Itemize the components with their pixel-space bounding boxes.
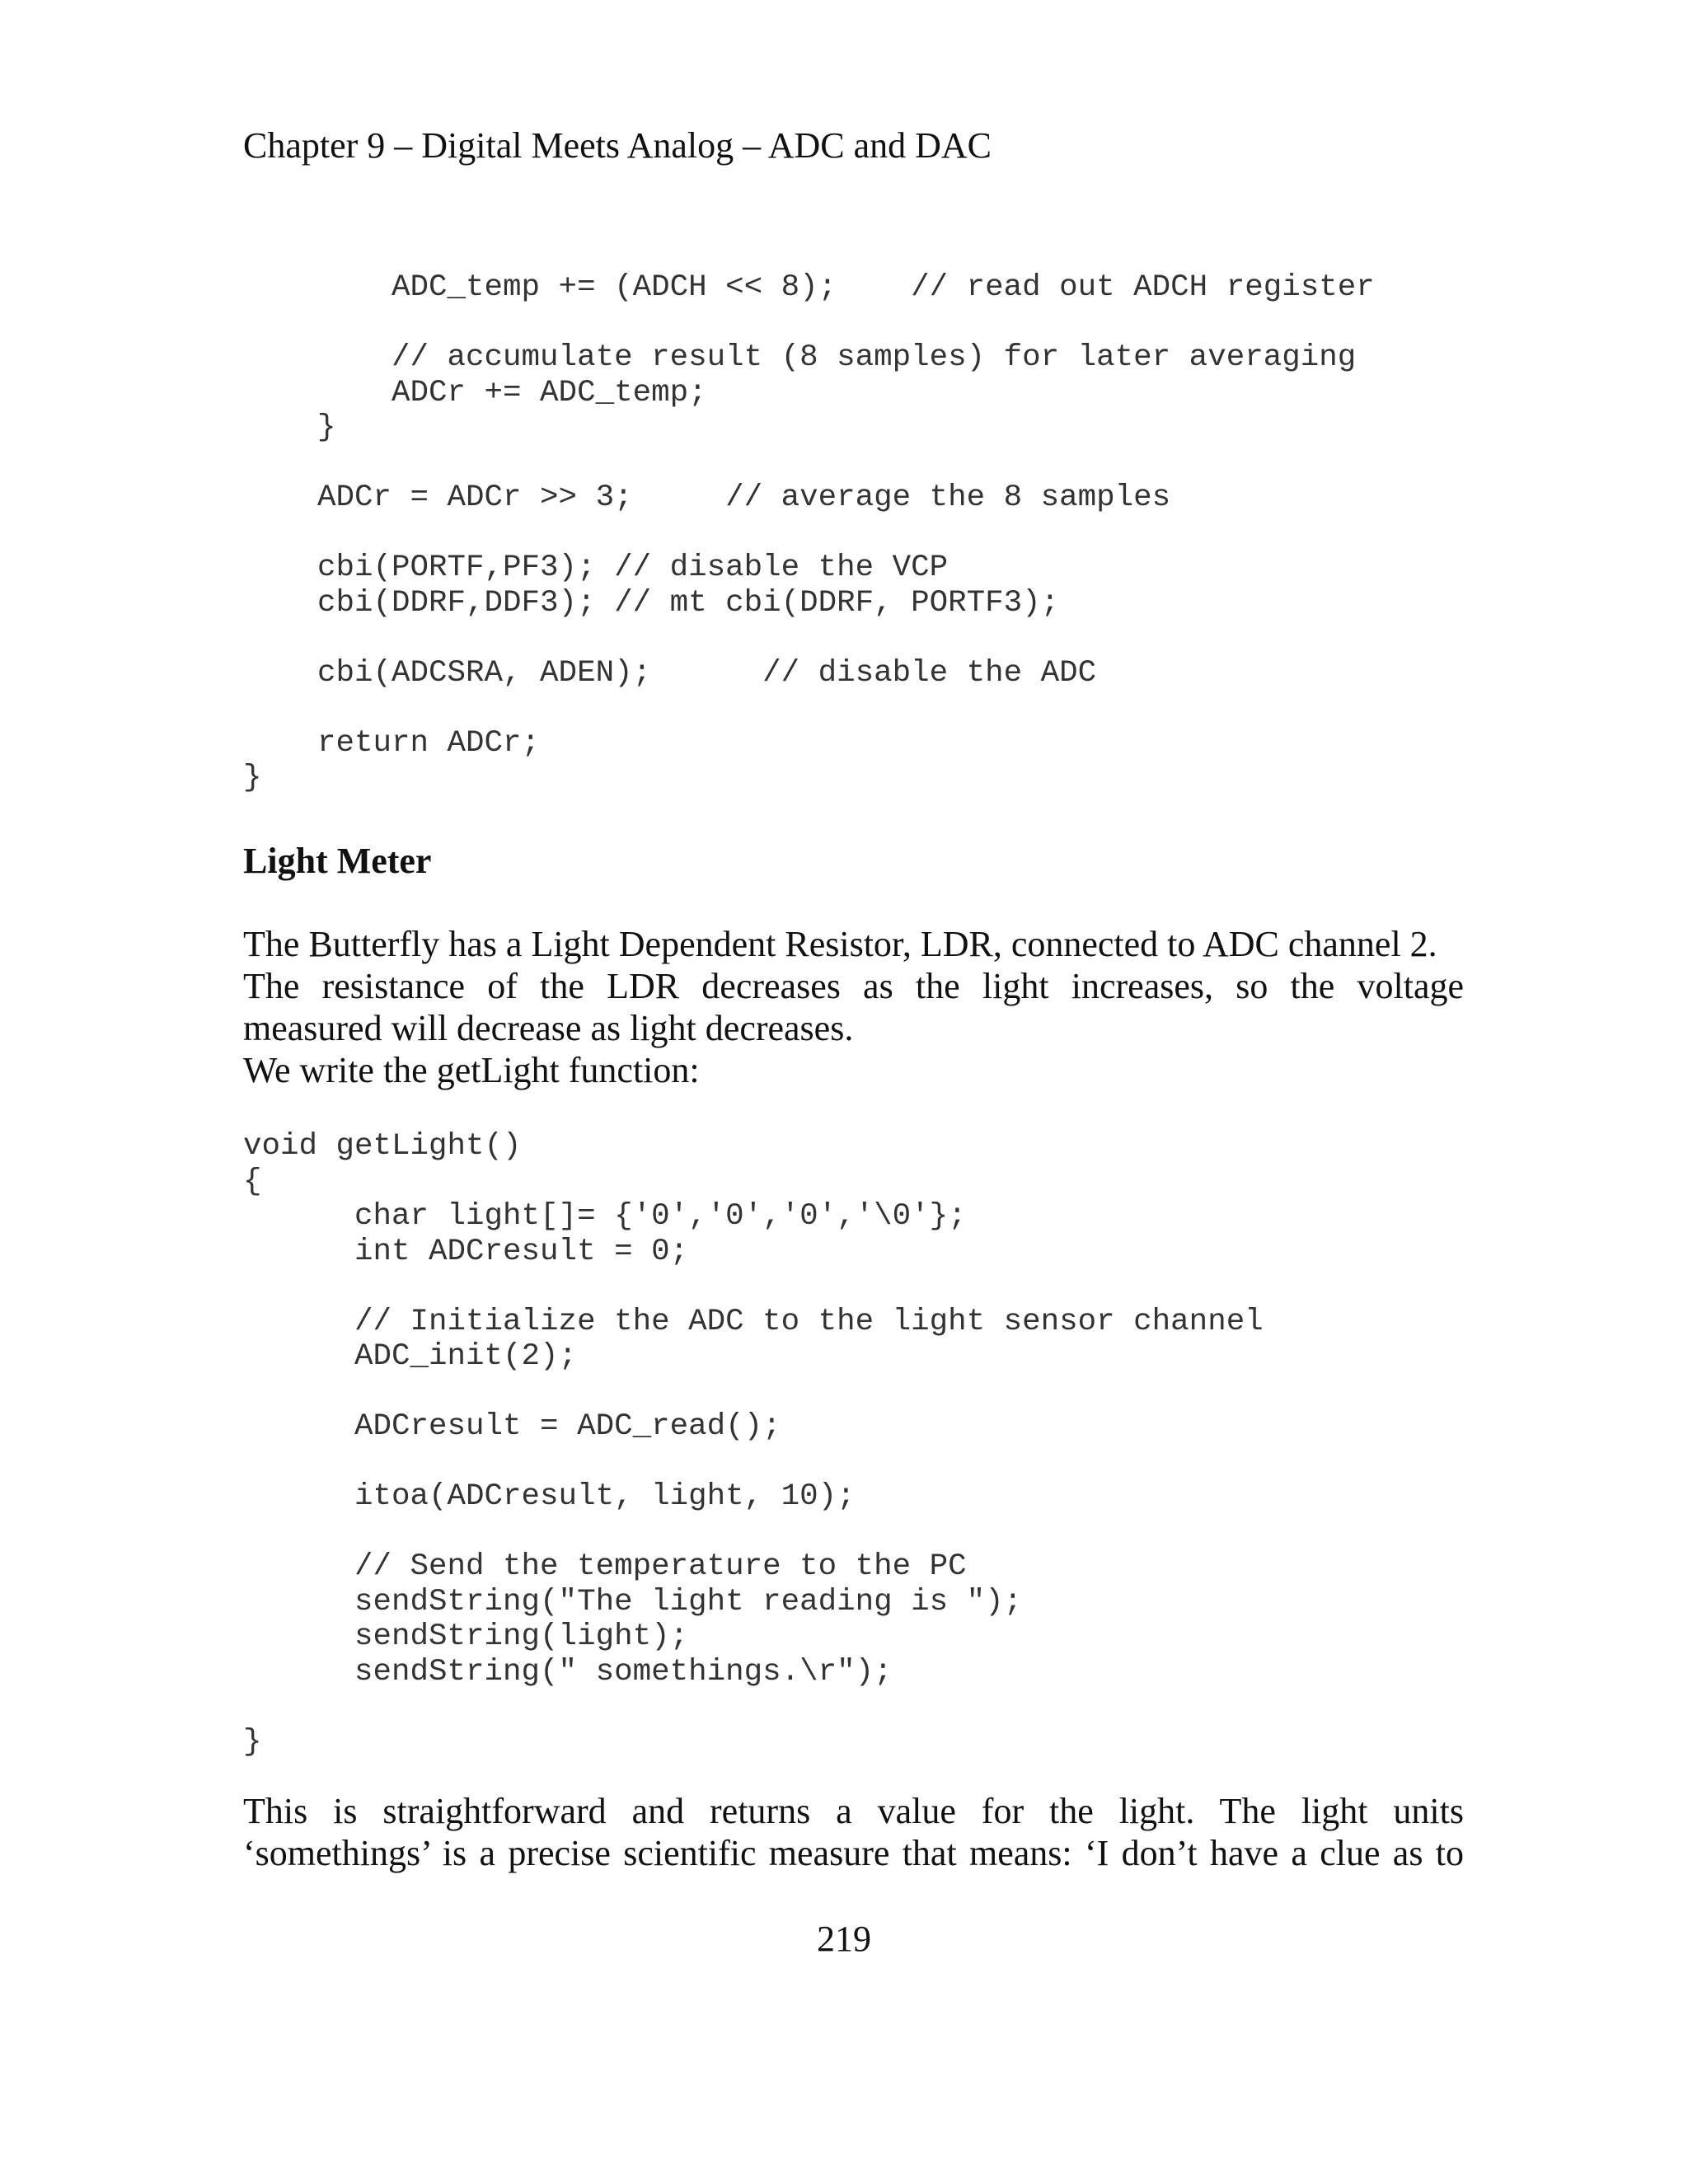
closing-paragraph-line: This is straightforward and returns a value for the light. The light units bbox=[243, 1791, 1464, 1831]
code-block-getlight bbox=[243, 1129, 1264, 1760]
code-line: // accumulate result (8 samples) for later averaging bbox=[243, 340, 1357, 375]
code-line: itoa(ADCresult, light, 10); bbox=[243, 1479, 856, 1514]
code-line: } bbox=[243, 761, 262, 795]
code-line: sendString(light); bbox=[243, 1619, 689, 1654]
code-line: cbi(DDRF,DDF3); // mt cbi(DDRF, PORTF3); bbox=[243, 585, 1060, 621]
code-line: void getLight() bbox=[243, 1129, 522, 1164]
code-line bbox=[243, 1445, 1264, 1480]
code-line: cbi(ADCSRA, ADEN); // disable the ADC bbox=[243, 655, 1097, 691]
closing-paragraph-line: ‘somethings’ is a precise scientific measure that means: ‘I don’t have a clue as to bbox=[243, 1833, 1464, 1873]
code-line bbox=[243, 516, 1375, 551]
section-heading: Light Meter bbox=[243, 841, 432, 881]
code-line: { bbox=[243, 1164, 262, 1199]
code-line: // Initialize the ADC to the light sensor channel bbox=[243, 1304, 1264, 1339]
code-line bbox=[243, 621, 1375, 656]
code-line: ADCresult = ADC_read(); bbox=[243, 1409, 781, 1444]
code-line: } bbox=[243, 410, 336, 445]
code-line: int ADCresult = 0; bbox=[243, 1234, 689, 1269]
code-line bbox=[243, 1375, 1264, 1410]
intro-paragraph-line: The resistance of the LDR decreases as the light increases, so the voltage bbox=[243, 966, 1464, 1006]
code-line: return ADCr; bbox=[243, 725, 541, 761]
code-line bbox=[243, 446, 1375, 481]
code-block-adc-read-end bbox=[243, 270, 1375, 796]
code-line bbox=[243, 306, 1375, 341]
intro-paragraph-line: The Butterfly has a Light Dependent Resistor, LDR, connected to ADC channel 2. bbox=[243, 924, 1437, 964]
intro-paragraph-line: measured will decrease as light decreases. bbox=[243, 1008, 854, 1048]
code-line: ADC_temp += (ADCH << 8); // read out ADCH register bbox=[243, 270, 1375, 305]
code-line: sendString(" somethings.\r"); bbox=[243, 1654, 893, 1690]
code-line: // Send the temperature to the PC bbox=[243, 1549, 967, 1584]
code-line bbox=[243, 1690, 1264, 1725]
code-line bbox=[243, 1269, 1264, 1305]
code-line: sendString("The light reading is "); bbox=[243, 1584, 1023, 1619]
code-line bbox=[243, 691, 1375, 726]
code-line: ADCr += ADC_temp; bbox=[243, 375, 707, 410]
code-line: ADC_init(2); bbox=[243, 1339, 578, 1374]
code-line: } bbox=[243, 1724, 262, 1760]
code-line: ADCr = ADCr >> 3; // average the 8 samples bbox=[243, 480, 1171, 515]
chapter-header: Chapter 9 – Digital Meets Analog – ADC and DAC bbox=[243, 125, 992, 166]
code-line: cbi(PORTF,PF3); // disable the VCP bbox=[243, 551, 949, 585]
code-line: char light[]= {'0','0','0','\0'}; bbox=[243, 1199, 967, 1234]
intro-paragraph-line: We write the getLight function: bbox=[243, 1050, 700, 1090]
code-line bbox=[243, 1515, 1264, 1550]
page-number: 219 bbox=[817, 1919, 871, 1959]
